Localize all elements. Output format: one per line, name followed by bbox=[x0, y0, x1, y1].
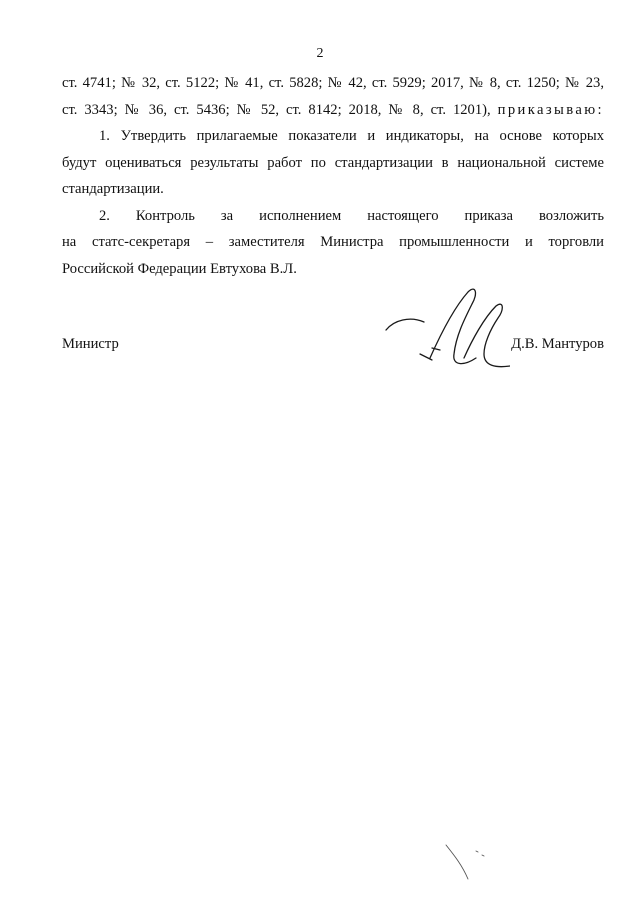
signature-block bbox=[62, 334, 604, 374]
paragraph-2-line: на статс-секретаря – заместителя Министра промышленности и торговли bbox=[62, 234, 604, 250]
page-number: 2 bbox=[316, 46, 324, 61]
signer-name: Д.В. Мантуров bbox=[511, 336, 604, 352]
paragraph-1-line: стандартизации. bbox=[62, 181, 164, 197]
paragraph-2-line: Российской Федерации Евтухова В.Л. bbox=[62, 260, 297, 277]
paragraph-1-line: будут оцениваться результаты работ по стандартизации в национальной системе bbox=[62, 154, 604, 171]
document-body bbox=[62, 70, 604, 282]
paragraph-1-line: 1. Утвердить прилагаемые показатели и индикаторы, на основе которых bbox=[99, 128, 604, 144]
signer-position: Министр bbox=[62, 336, 119, 352]
text-line: ст. 3343; № 36, ст. 5436; № 52, ст. 8142; 2018, № 8, ст. 1201), bbox=[62, 101, 491, 118]
text-line: ст. 4741; № 32, ст. 5122; № 41, ст. 5828; № 42, ст. 5929; 2017, № 8, ст. 1250; № 23, bbox=[62, 75, 604, 91]
pencil-mark bbox=[440, 835, 490, 885]
paragraph-2-line: 2. Контроль за исполнением настоящего приказа возложить bbox=[99, 207, 604, 224]
text-line-with-order bbox=[62, 97, 604, 124]
order-word: приказываю: bbox=[497, 101, 604, 118]
